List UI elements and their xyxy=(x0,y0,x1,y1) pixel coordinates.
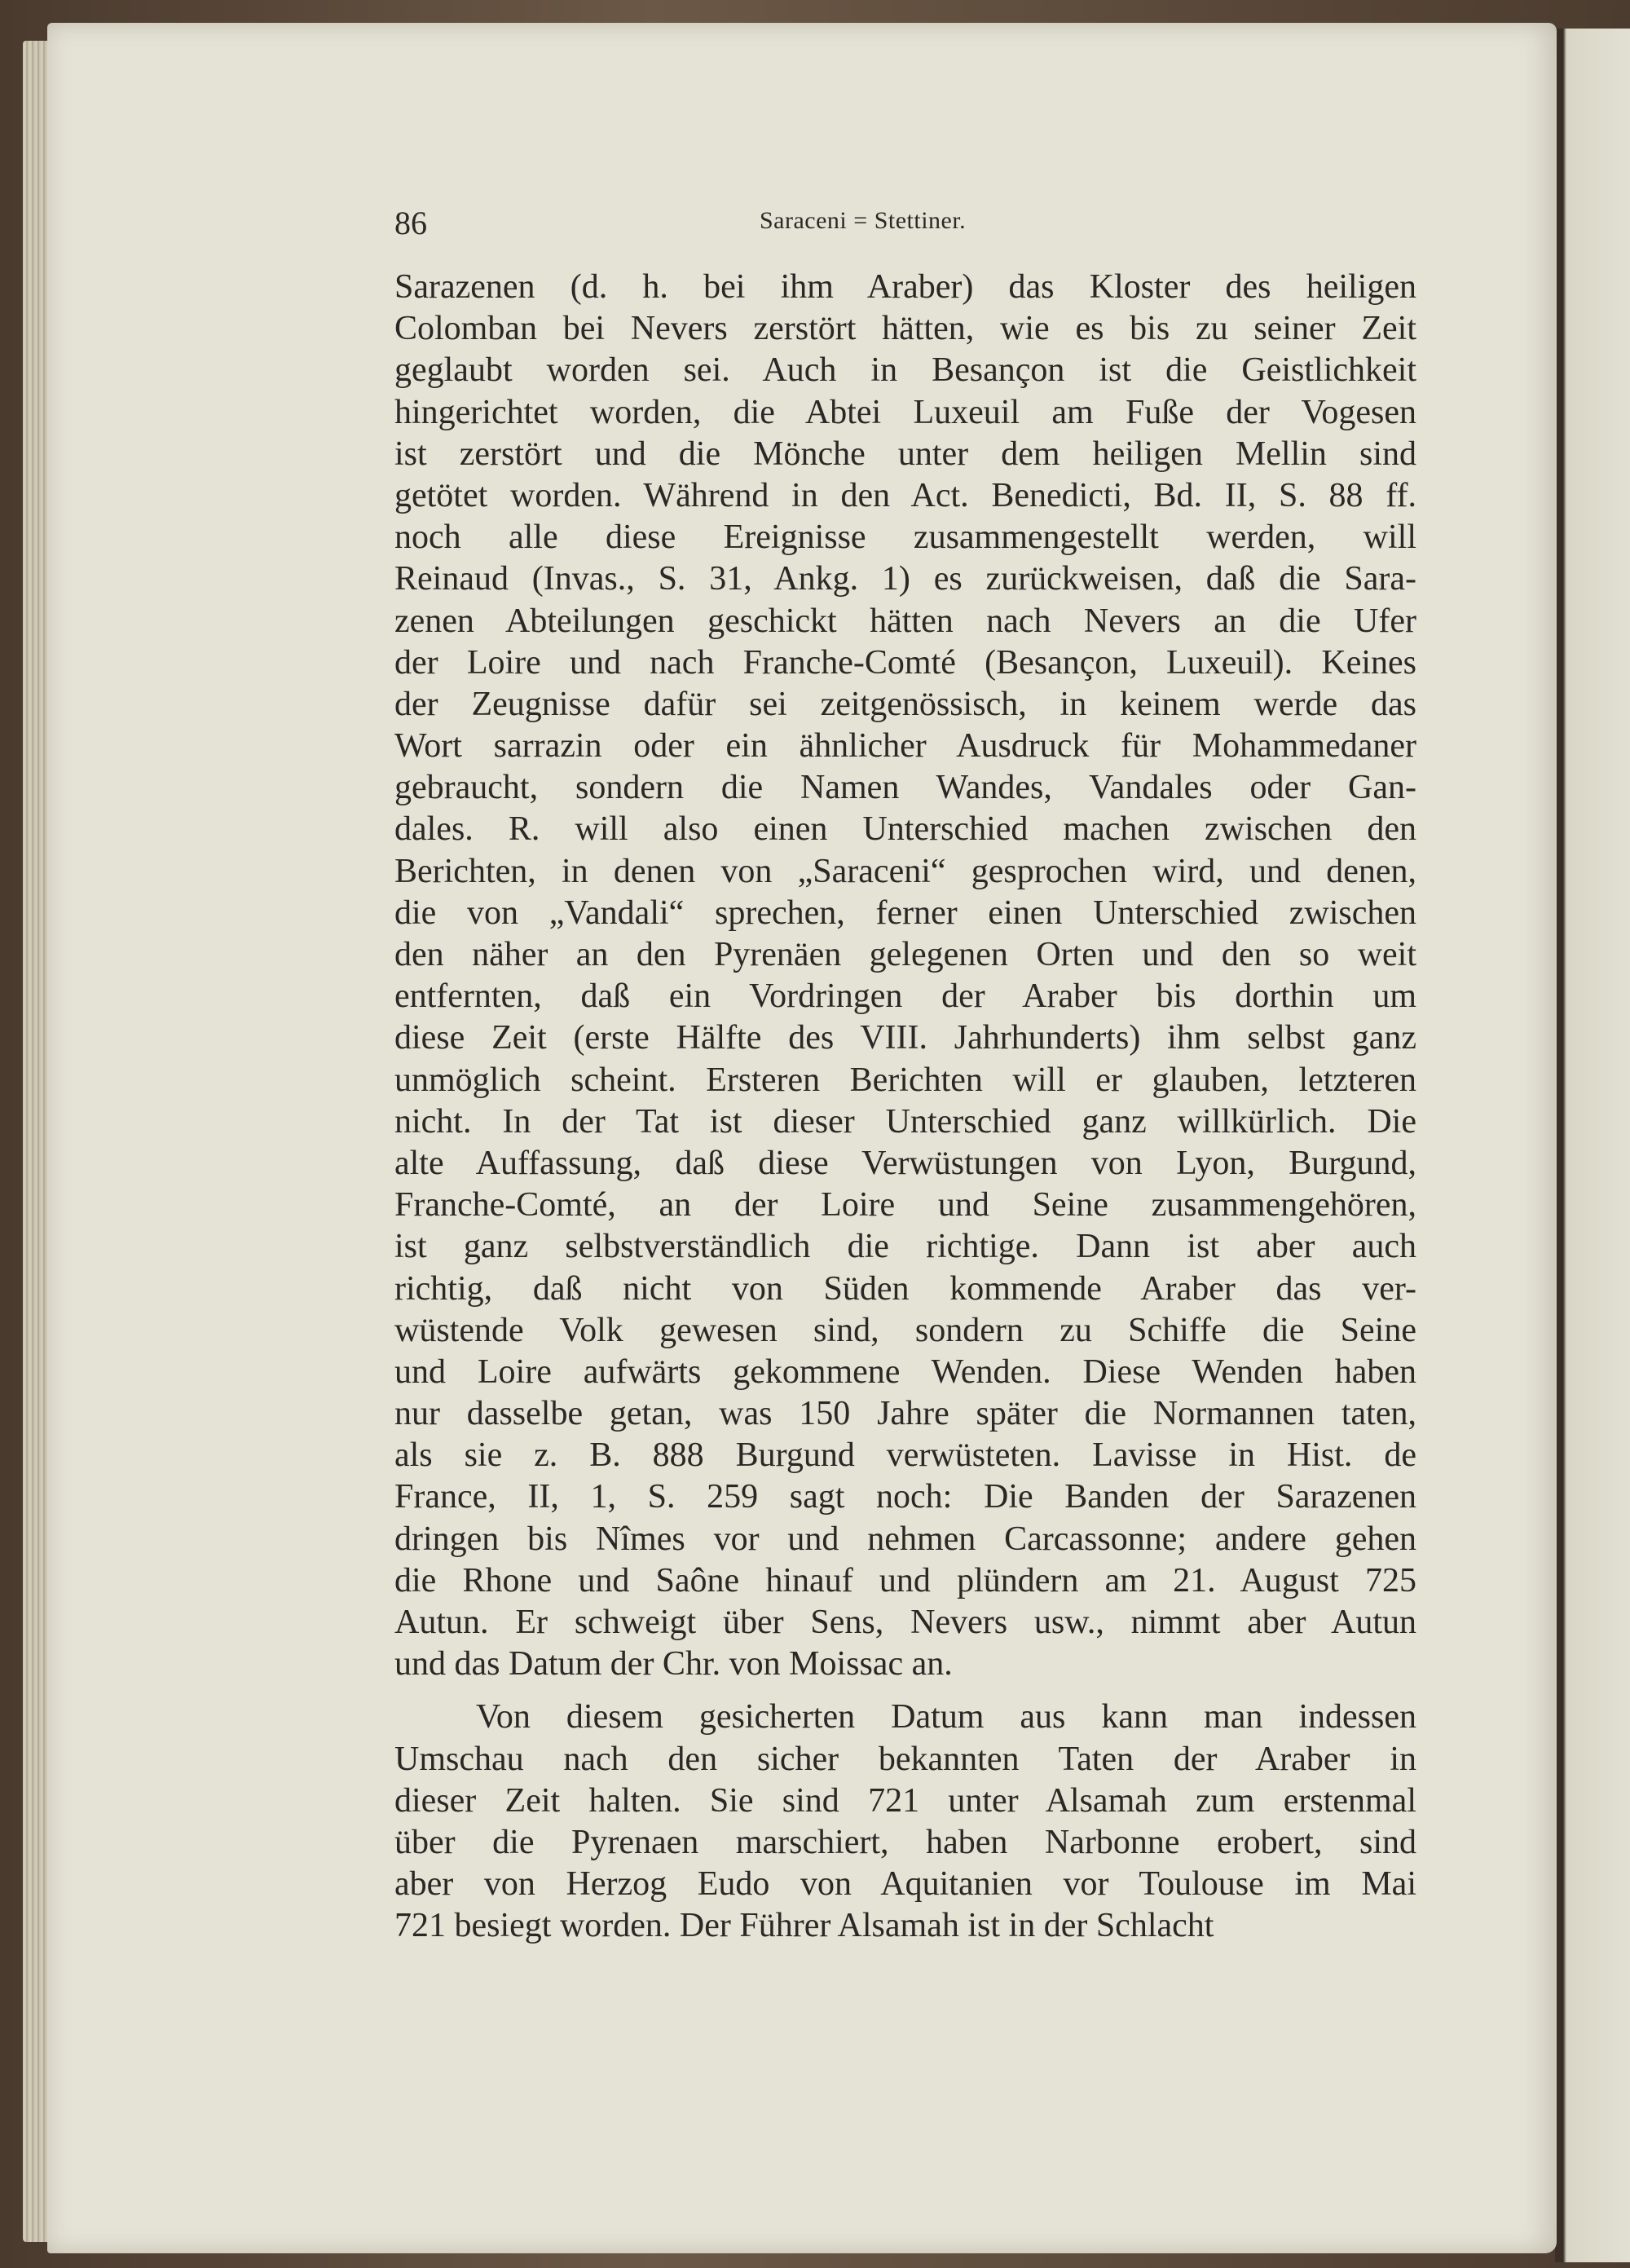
text-line: richtig, daß nicht von Süden kommende Araber das ver- xyxy=(394,1269,1416,1308)
text-line: zenen Abteilungen geschickt hätten nach Nevers an die Ufer xyxy=(394,602,1416,640)
text-line: dales. R. will also einen Unterschied machen zwischen den xyxy=(394,810,1416,849)
text-line: noch alle diese Ereignisse zusammengestellt werden, will xyxy=(394,518,1416,557)
text-line: der Zeugnisse dafür sei zeitgenössisch, in keinem werde das xyxy=(394,685,1416,723)
text-line: ist ganz selbstverständlich die richtige. Dann ist aber auch xyxy=(394,1228,1416,1266)
text-line: dringen bis Nîmes vor und nehmen Carcassonne; andere gehen xyxy=(394,1520,1416,1558)
text-line: entfernten, daß ein Vordringen der Araber bis dorthin um xyxy=(394,977,1416,1016)
text-line: die von „Vandali“ sprechen, ferner einen Unterschied zwischen xyxy=(394,894,1416,932)
text-line: alte Auffassung, daß diese Verwüstungen von Lyon, Burgund, xyxy=(394,1144,1416,1182)
text-line: Berichten, in denen von „Saraceni“ gesprochen wird, und denen, xyxy=(394,852,1416,890)
text-line: nicht. In der Tat ist dieser Unterschied ganz willkürlich. Die xyxy=(394,1102,1416,1141)
text-line: Reinaud (Invas., S. 31, Ankg. 1) es zurückweisen, daß die Sara- xyxy=(394,560,1416,598)
body-text xyxy=(394,267,1416,1948)
text-line: Franche-Comté, an der Loire und Seine zusammengehören, xyxy=(394,1186,1416,1224)
paragraph-gap xyxy=(394,1685,1416,1697)
text-line: dieser Zeit halten. Sie sind 721 unter Alsamah zum erstenmal xyxy=(394,1781,1416,1820)
text-line: nur dasselbe getan, was 150 Jahre später die Normannen taten, xyxy=(394,1395,1416,1433)
text-line: 721 besiegt worden. Der Führer Alsamah ist in der Schlacht xyxy=(394,1907,1214,1945)
page-header xyxy=(394,204,1462,253)
text-line: geglaubt worden sei. Auch in Besançon ist die Geistlichkeit xyxy=(394,351,1416,390)
text-line: als sie z. B. 888 Burgund verwüsteten. Lavisse in Hist. de xyxy=(394,1436,1416,1475)
text-line: über die Pyrenaen marschiert, haben Narbonne erobert, sind xyxy=(394,1823,1416,1861)
text-line: France, II, 1, S. 259 sagt noch: Die Banden der Sarazenen xyxy=(394,1478,1416,1516)
text-line: Wort sarrazin oder ein ähnlicher Ausdruck für Mohammedaner xyxy=(394,727,1416,766)
paragraph xyxy=(394,267,1416,1685)
text-line: und Loire aufwärts gekommene Wenden. Diese Wenden haben xyxy=(394,1352,1416,1391)
running-head: Saraceni = Stettiner. xyxy=(760,207,967,234)
text-line: unmöglich scheint. Ersteren Berichten will er glauben, letzteren xyxy=(394,1061,1416,1099)
text-line: wüstende Volk gewesen sind, sondern zu Schiffe die Seine xyxy=(394,1311,1416,1349)
text-line: den näher an den Pyrenäen gelegenen Orten und den so weit xyxy=(394,936,1416,973)
text-line: Von diesem gesicherten Datum aus kann man indessen xyxy=(476,1698,1416,1736)
text-line: der Loire und nach Franche-Comté (Besançon, Luxeuil). Keines xyxy=(394,643,1416,682)
text-line: aber von Herzog Eudo von Aquitanien vor Toulouse im Mai xyxy=(394,1865,1416,1904)
text-line: Colomban bei Nevers zerstört hätten, wie es bis zu seiner Zeit xyxy=(394,310,1416,348)
text-line: die Rhone und Saône hinauf und plündern am 21. August 725 xyxy=(394,1561,1416,1600)
text-line: Sarazenen (d. h. bei ihm Araber) das Kloster des heiligen xyxy=(394,268,1416,306)
text-line: Umschau nach den sicher bekannten Taten der Araber in xyxy=(394,1740,1416,1778)
adjacent-page-edge xyxy=(1555,29,1630,2262)
page-number: 86 xyxy=(394,205,427,241)
paragraph xyxy=(394,1697,1416,1947)
text-line: getötet worden. Während in den Act. Benedicti, Bd. II, S. 88 ff. xyxy=(394,476,1416,514)
text-line: und das Datum der Chr. von Moissac an. xyxy=(394,1645,953,1683)
text-line: ist zerstört und die Mönche unter dem heiligen Mellin sind xyxy=(394,435,1416,473)
text-line: diese Zeit (erste Hälfte des VIII. Jahrhunderts) ihm selbst ganz xyxy=(394,1019,1416,1057)
text-line: Autun. Er schweigt über Sens, Nevers usw., nimmt aber Autun xyxy=(394,1604,1416,1641)
text-line: hingerichtet worden, die Abtei Luxeuil am Fuße der Vogesen xyxy=(394,393,1416,431)
text-line: gebraucht, sondern die Namen Wandes, Vandales oder Gan- xyxy=(394,769,1416,807)
